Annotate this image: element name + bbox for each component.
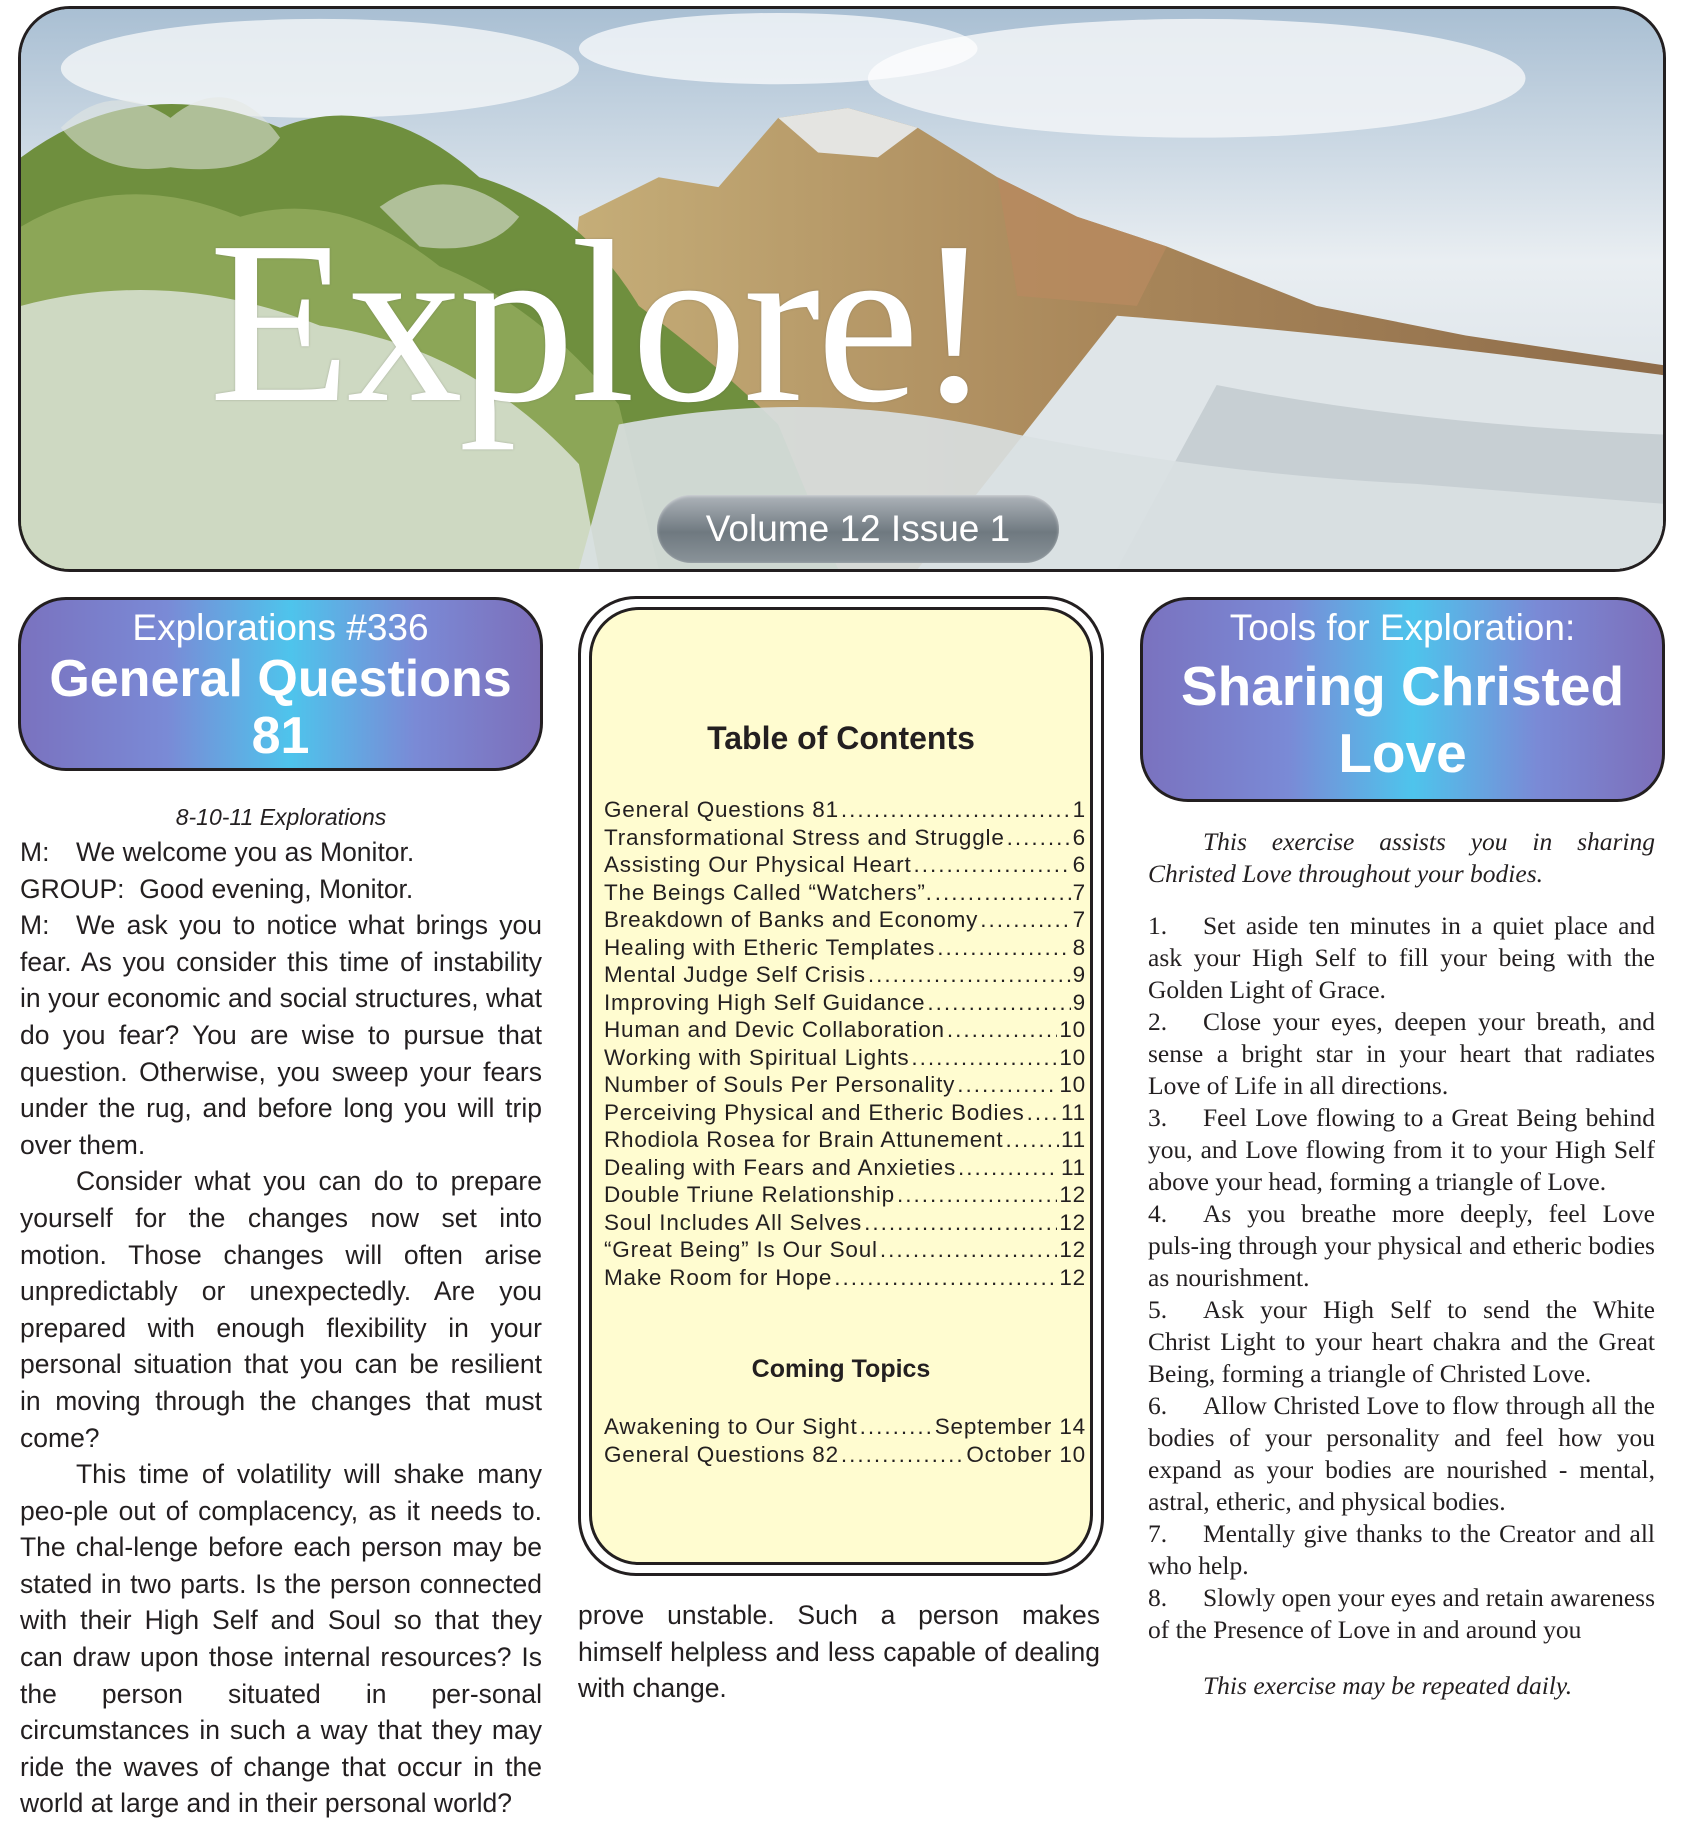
toc-leader-dots [911,1044,1057,1072]
exercise-banner [1140,597,1665,802]
toc-leader-dots [1027,1099,1059,1127]
exercise-step [1148,1102,1655,1198]
toc-entry [604,989,1086,1017]
step-text: Allow Christed Love to flow through all the bodies of your personality and feel how you expand as your bodies are nourished - mental, astral, etheric, and physical bodies. [1148,1391,1655,1516]
exercise-step [1148,1518,1655,1582]
toc-entry [604,851,1086,879]
toc-entry-title: Transformational Stress and Struggle [604,824,1005,850]
step-text: As you breathe more deeply, feel Love puls-ing through your physical and etheric bodies as nourishment. [1148,1199,1655,1292]
step-number: 8. [1148,1583,1168,1612]
masthead-title: Explore! [209,194,989,451]
coming-topic-title: General Questions 82 [604,1441,839,1467]
coming-topic-month: October [966,1441,1052,1467]
exercise-step [1148,1390,1655,1518]
toc-leader-dots [1005,1126,1059,1154]
toc-leader-dots [864,1209,1057,1237]
coming-topic-entry [604,1441,1086,1469]
toc-leader-dots [834,1264,1057,1292]
toc-entry-page: 9 [1072,989,1086,1015]
coming-topic-page: 14 [1059,1414,1086,1439]
toc-entry-page: 10 [1059,1072,1086,1097]
toc-entry [604,796,1086,824]
toc-entry [604,1264,1086,1292]
toc-entry-title: Double Triune Relationship [604,1182,895,1207]
toc-entry-title: Improving High Self Guidance [604,989,926,1015]
toc-entry-page: 12 [1059,1182,1086,1207]
exercise-step [1148,1006,1655,1102]
toc-leader-dots [897,1181,1057,1209]
toc-entry-page: 10 [1059,1044,1086,1070]
toc-entry [604,1154,1086,1182]
toc-entry-title: Dealing with Fears and Anxieties [604,1154,957,1180]
toc-entry-title: Soul Includes All Selves [604,1209,863,1235]
coming-topics-list [604,1413,1086,1468]
exercise-closing: This exercise may be repeated daily. [1203,1671,1573,1700]
exercise-step [1148,1294,1655,1390]
toc-entry-page: 12 [1059,1237,1086,1262]
dialogue-text: We ask you to notice what brings you fear. As you consider this time of instability in your economic and social structures, what do you fear? You are wise to pursue that question. Otherwise, you sweep your fears under the rug, and before long you will trip over them. [20,910,542,1160]
exercise-kicker: Tools for Exploration: [1229,607,1576,648]
step-text: Ask your High Self to send the White Christ Light to your heart chakra and the Great Being, forming a triangle of Christed Love. [1148,1295,1655,1388]
step-number: 6. [1148,1391,1168,1420]
toc-entry [604,1181,1086,1209]
toc-leader-dots [980,906,1070,934]
toc-entry-title: Mental Judge Self Crisis [604,962,866,987]
exercise-step [1148,910,1655,1006]
toc-entry-title: Breakdown of Banks and Economy [604,907,979,932]
toc-entry-page: 1 [1072,797,1086,822]
step-number: 4. [1148,1199,1168,1228]
coming-topic-entry [604,1413,1086,1441]
toc-leader-dots [935,879,1071,907]
toc-entry [604,906,1086,934]
toc-entry-title: Human and Devic Collaboration [604,1017,945,1042]
table-of-contents-inner [589,607,1093,1565]
toc-leader-dots [868,961,1071,989]
toc-entry-title: Working with Spiritual Lights [604,1044,910,1070]
exercise-step [1148,1582,1655,1646]
toc-leader-dots [860,1413,933,1441]
toc-entry [604,1099,1086,1127]
dialogue-text: We welcome you as Monitor. [76,837,415,867]
toc-entry-title: Perceiving Physical and Etheric Bodies [604,1099,1025,1125]
toc-entry-page: 7 [1072,907,1086,932]
dialogue-line [20,907,542,1163]
toc-entry [604,824,1086,852]
toc-leader-dots [880,1236,1058,1264]
toc-entry [604,1016,1086,1044]
exercise-headline-line2: Love [1338,721,1467,784]
speaker-label: GROUP: [20,873,125,904]
coming-topic-title: Awakening to Our Sight [604,1414,858,1439]
toc-entry [604,879,1086,907]
toc-leader-dots [957,1071,1057,1099]
exercise-body [1148,826,1655,1702]
step-text: Mentally give thanks to the Creator and all who help. [1148,1519,1655,1580]
article-body [20,800,542,1822]
table-of-contents-box [578,596,1104,1576]
exercise-headline [1143,653,1662,787]
step-text: Close your eyes, deepen your breath, and sense a bright star in your heart that radiates Love of Life in all directions. [1148,1007,1655,1100]
toc-entry-title: Healing with Etheric Templates [604,934,936,960]
step-number: 7. [1148,1519,1168,1548]
exercise-steps [1148,910,1655,1646]
toc-entry-title: General Questions 81 [604,797,839,822]
toc-leader-dots [841,796,1071,824]
toc-entry-page: 11 [1061,1154,1086,1180]
step-text: Set aside ten minutes in a quiet place and ask your High Self to fill your being with the Golden Light of Grace. [1148,911,1655,1004]
article-paragraph: prove unstable. Such a person makes himself helpless and less capable of dealing with change. [578,1600,1100,1704]
toc-entry-page: 9 [1072,962,1086,987]
step-text: Feel Love flowing to a Great Being behind you, and Love flowing from it to your High Self above your head, forming a triangle of Love. [1148,1103,1655,1196]
coming-topic-month: September [934,1414,1052,1439]
toc-entry [604,1209,1086,1237]
step-number: 3. [1148,1103,1168,1132]
toc-title: Table of Contents [707,720,975,756]
toc-entry [604,1126,1086,1154]
issue-label: Volume 12 Issue 1 [657,495,1059,563]
dialogue-line [20,871,542,908]
toc-list [604,796,1086,1291]
step-number: 5. [1148,1295,1168,1324]
toc-entry [604,961,1086,989]
toc-entry-page: 12 [1059,1209,1086,1235]
article-continuation [578,1597,1100,1707]
toc-entry-page: 12 [1059,1264,1086,1290]
toc-entry-page: 7 [1072,879,1086,905]
step-number: 2. [1148,1007,1168,1036]
toc-entry-title: Number of Souls Per Personality [604,1072,956,1097]
toc-leader-dots [937,934,1070,962]
dialogue-text: Good evening, Monitor. [139,873,414,904]
step-text: Slowly open your eyes and retain awareness of the Presence of Love in and around you [1148,1583,1655,1644]
toc-leader-dots [1007,824,1071,852]
toc-entry-page: 6 [1072,824,1086,850]
article-paragraph: This time of volatility will shake many peo-ple out of complacency, as it needs to. The chal-lenge before each person may be stated in two parts. Is the person connected with their High Self and Soul so that they can draw upon those internal resources? Is the person situated in per-sonal circumstances in such a way that they may ride the waves of change that occur in the world at large and in their personal world? [20,1459,542,1819]
article-headline: General Questions 81 [49,649,512,765]
toc-entry-page: 6 [1072,852,1086,877]
article-dateline: 8-10-11 Explorations [175,804,387,830]
toc-entry-page: 10 [1059,1017,1086,1042]
masthead-photo [18,6,1666,572]
coming-topics-title: Coming Topics [751,1355,931,1383]
step-number: 1. [1148,911,1168,940]
toc-entry [604,1236,1086,1264]
exercise-intro: This exercise assists you in sharing Christed Love throughout your bodies. [1148,827,1655,888]
toc-leader-dots [914,851,1071,879]
toc-entry-title: Rhodiola Rosea for Brain Attunement [604,1127,1004,1152]
toc-entry [604,1044,1086,1072]
toc-entry-page: 11 [1061,1099,1086,1125]
toc-entry-title: Assisting Our Physical Heart [604,852,912,877]
toc-entry [604,1071,1086,1099]
coming-topic-page: 10 [1059,1441,1086,1467]
speaker-label: M: [20,837,50,867]
dialogue-line [20,834,542,871]
toc-entry-title: “Great Being” Is Our Soul [604,1237,878,1262]
article-kicker: Explorations #336 [132,607,429,648]
toc-leader-dots [841,1441,964,1469]
toc-entry-title: The Beings Called “Watchers”. [604,879,933,905]
toc-entry-page: 11 [1061,1127,1086,1152]
toc-entry [604,934,1086,962]
article-paragraph: Consider what you can do to prepare yourself for the changes now set into motion. Those changes will often arise unpredictably or unexpectedly. Are you prepared with enough flexibility in your personal situation that you can be resilient in moving through the changes that must come? [20,1166,542,1453]
toc-leader-dots [947,1016,1057,1044]
toc-entry-title: Make Room for Hope [604,1264,833,1290]
toc-leader-dots [927,989,1070,1017]
article-banner [18,597,543,771]
toc-entry-page: 8 [1072,934,1086,960]
exercise-headline-line1: Sharing Christed [1180,654,1625,717]
speaker-label: M: [20,910,50,941]
exercise-step [1148,1198,1655,1294]
toc-leader-dots [958,1154,1059,1182]
